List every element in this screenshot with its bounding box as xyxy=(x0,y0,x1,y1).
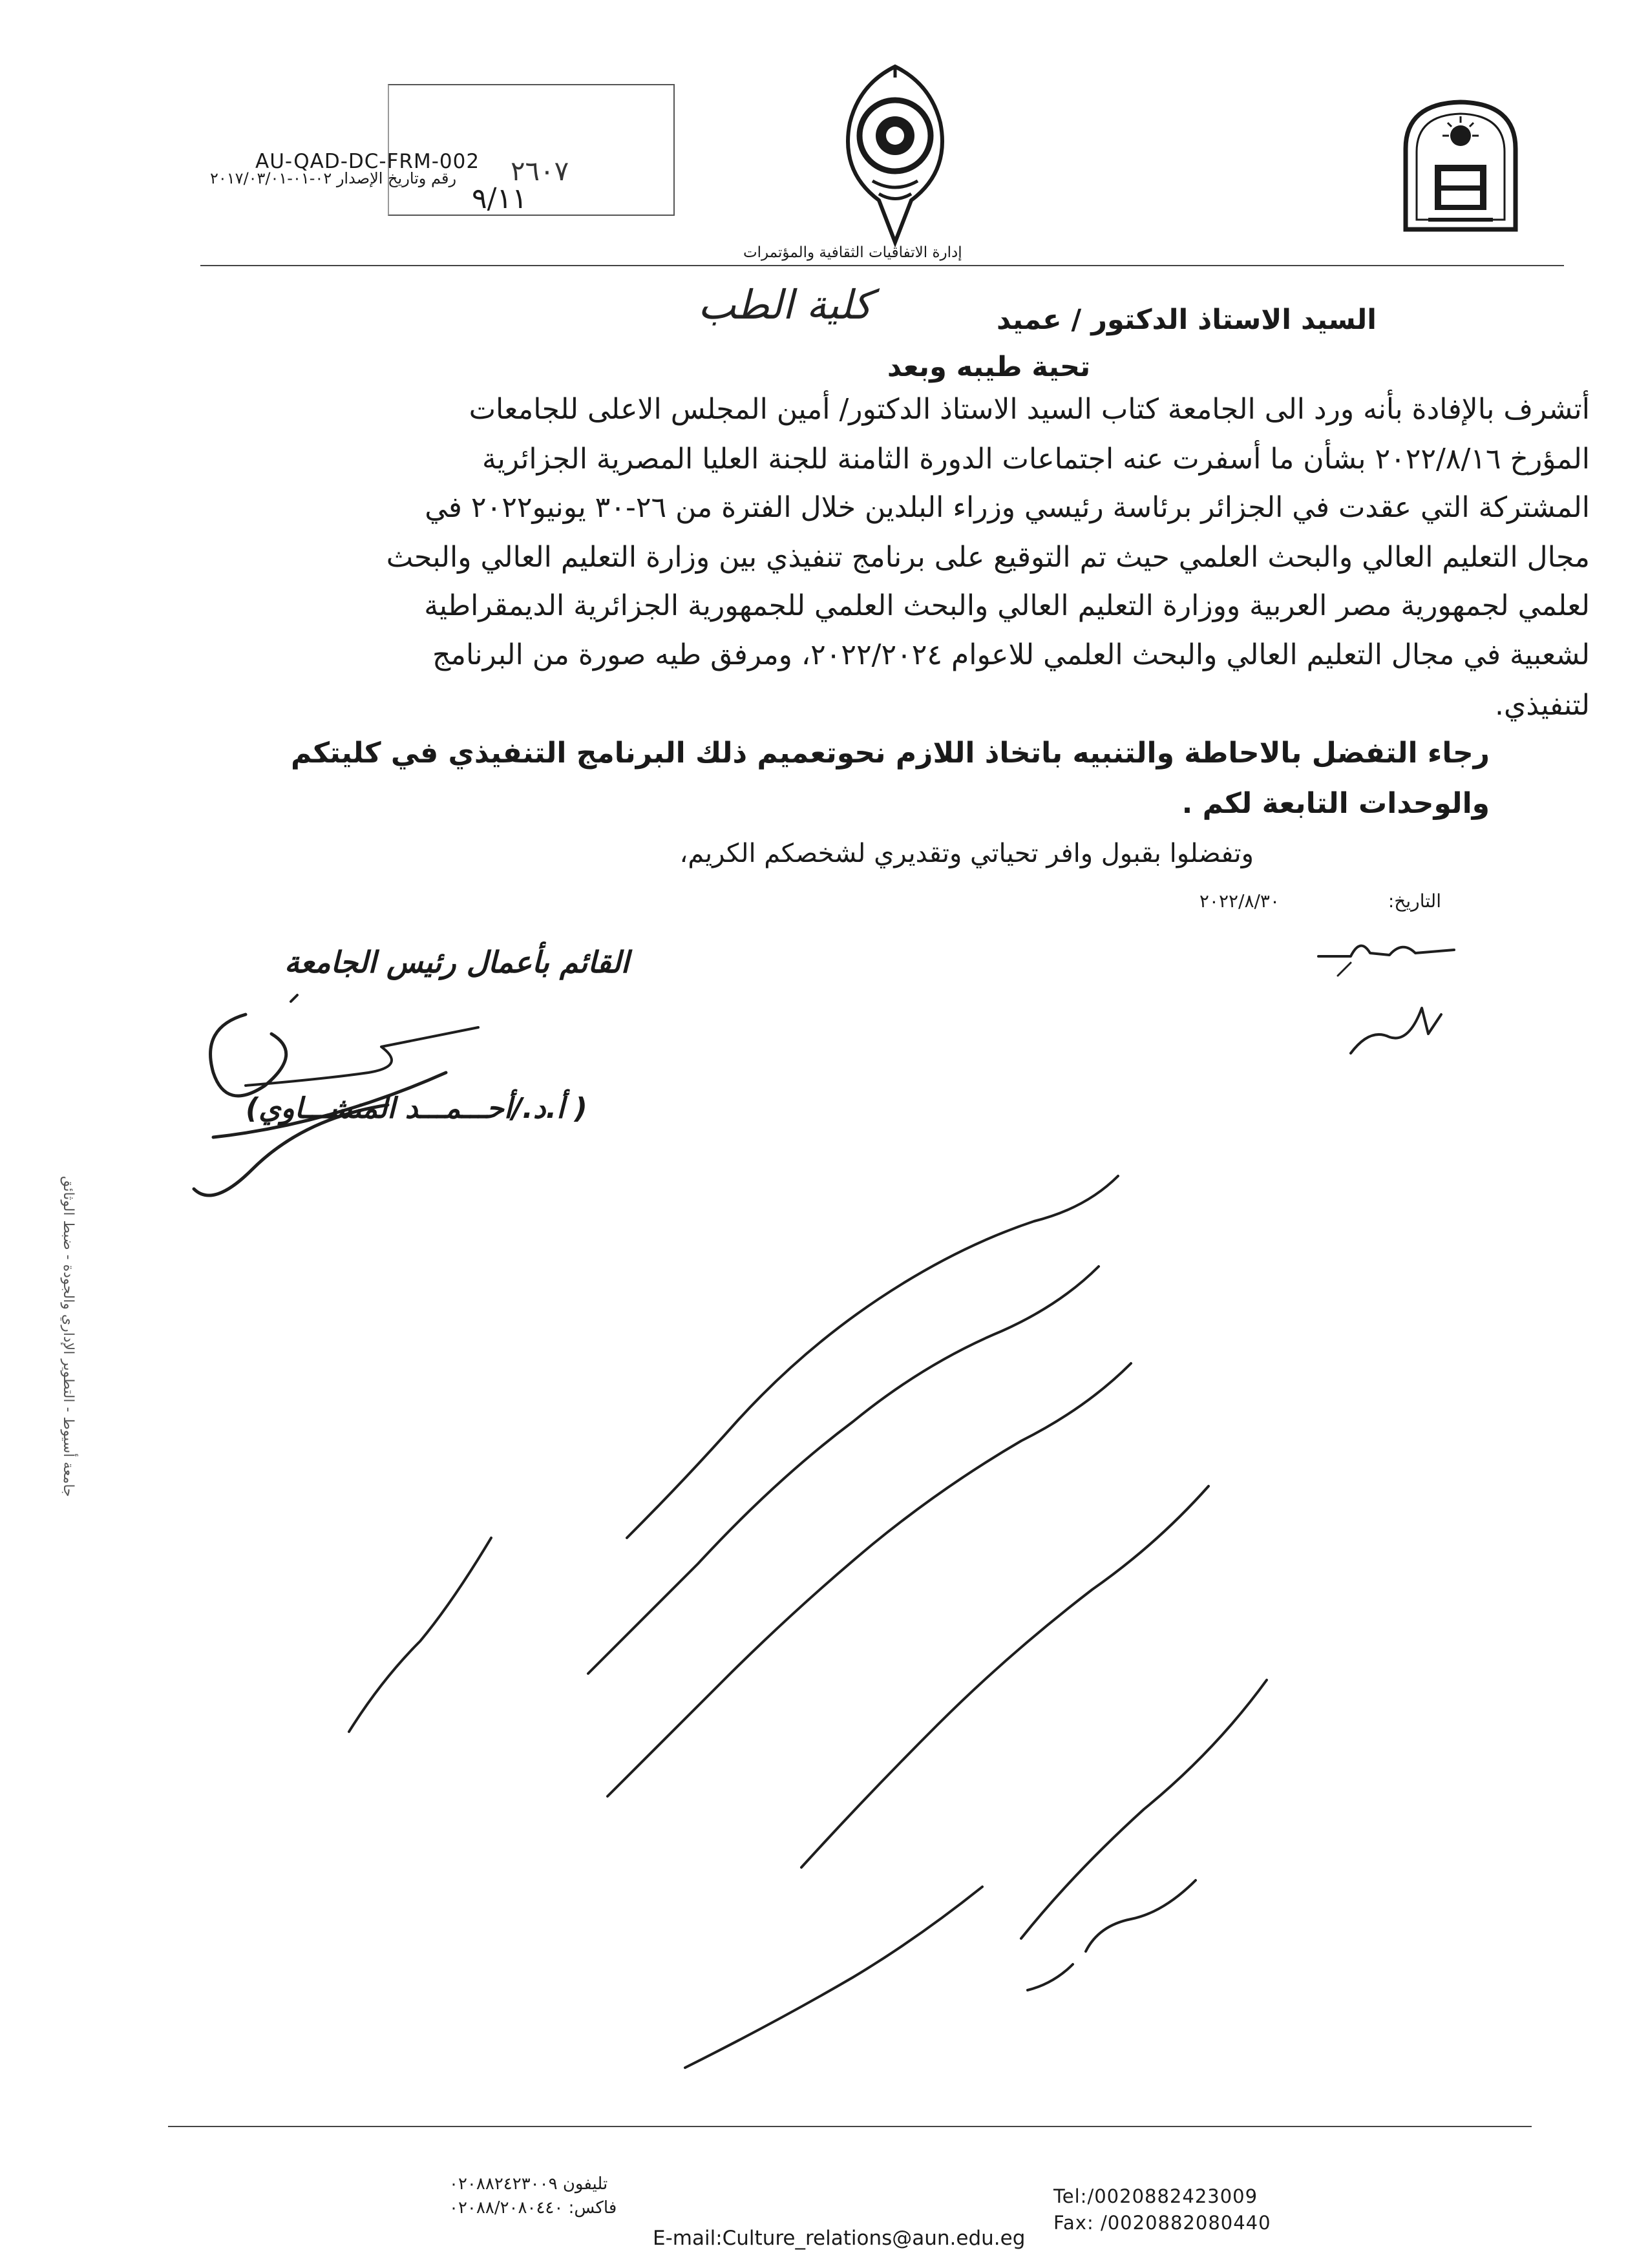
incoming-date: ٩/١١ xyxy=(472,182,527,215)
body-line: لشعبية في مجال التعليم العالي والبحث العلمي للاعوام ٢٠٢٢/٢٠٢٤، ومرفق طيه صورة من البرنامج xyxy=(432,638,1590,671)
footer-phone-en: Tel:/0020882423009 xyxy=(1053,2185,1258,2207)
footer-email: E-mail:Culture_relations@aun.edu.eg xyxy=(653,2227,1026,2250)
body-line: لتنفيذي. xyxy=(1494,689,1590,722)
footer-divider xyxy=(168,2126,1532,2127)
university-seal-icon xyxy=(1396,97,1525,233)
recipient-handwritten: كلية الطب xyxy=(698,281,872,328)
initials-signature xyxy=(1312,930,1467,1079)
footer-fax-en: Fax: /0020882080440 xyxy=(1053,2212,1271,2234)
form-code: AU-QAD-DC-FRM-002 xyxy=(255,150,480,173)
university-logo xyxy=(1396,97,1525,233)
body-line: لعلمي لجمهورية مصر العربية ووزارة التعليم العالي والبحث العلمي للجمهورية الجزائرية الديمقراطية xyxy=(424,589,1590,622)
incoming-number: ٢٦٠٧ xyxy=(511,155,569,187)
department-name: إدارة الاتفاقيات الثقافية والمؤتمرات xyxy=(743,244,962,261)
footer-fax-ar: فاكس: ٠٢٠٨٨/٢٠٨٠٤٤٠ xyxy=(449,2198,617,2218)
date-label: التاريخ: xyxy=(1388,890,1441,912)
salutation: السيد الاستاذ الدكتور / عميد xyxy=(996,304,1377,336)
signer-title: القائم بأعمال رئيس الجامعة xyxy=(284,945,629,980)
form-issue-date: رقم وتاريخ الإصدار ٠٢-٠١-٢٠١٧/٠٣/٠١ xyxy=(210,169,457,187)
side-note: جامعة أسيوط - التطوير الإداري والجودة - ضبط الوثائق xyxy=(60,1176,76,1497)
body-line: أتشرف بالإفادة بأنه ورد الى الجامعة كتاب السيد الاستاذ الدكتور/ أمين المجلس الاعلى للجامعات xyxy=(469,393,1590,426)
handwritten-routing-notes xyxy=(323,1150,1422,2094)
greeting: تحية طيبه وبعد xyxy=(887,351,1091,383)
body-line: المشتركة التي عقدت في الجزائر برئاسة رئيسي وزراء البلدين خلال الفترة من ٢٦-٣٠ يونيو٢٠٢٢ في xyxy=(425,491,1590,524)
date-value: ٢٠٢٢/٨/٣٠ xyxy=(1199,890,1280,912)
footer-phone-ar: تليفون ٠٢٠٨٨٢٤٢٣٠٠٩ xyxy=(449,2174,608,2194)
body-line: المؤرخ ٢٠٢٢/٨/١٦ بشأن ما أسفرت عنه اجتماعات الدورة الثامنة للجنة العليا المصرية الجزائرية xyxy=(482,443,1590,476)
request-line: والوحدات التابعة لكم . xyxy=(1181,787,1490,820)
header-divider xyxy=(200,265,1564,266)
department-emblem xyxy=(821,61,969,249)
closing-line: وتفضلوا بقبول وافر تحياتي وتقديري لشخصكم الكريم، xyxy=(679,839,1254,868)
emblem-icon xyxy=(821,61,969,249)
request-line: رجاء التفضل بالاحاطة والتنبيه باتخاذ اللازم نحوتعميم ذلك البرنامج التنفيذي في كليتكم xyxy=(291,737,1490,770)
body-line: مجال التعليم العالي والبحث العلمي حيث تم التوقيع على برنامج تنفيذي بين وزارة التعليم العالي والبحث xyxy=(386,541,1590,574)
signer-name: ( أ.د./أحـــمـــد المنشـــاوي) xyxy=(246,1092,587,1125)
